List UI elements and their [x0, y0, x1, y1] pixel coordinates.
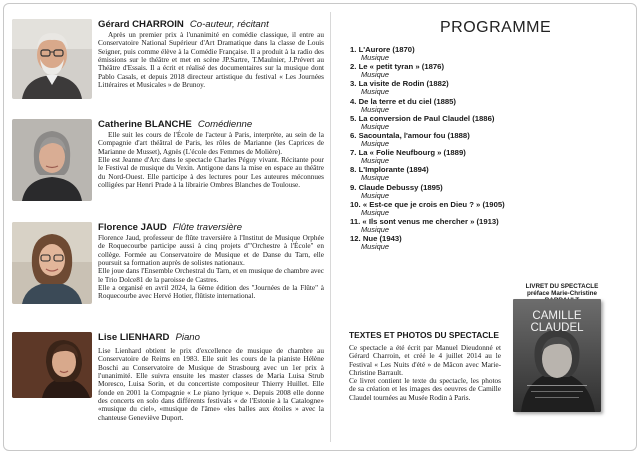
- programme-item: [350, 79, 510, 96]
- bio-name: [98, 332, 200, 343]
- bio-paragraph: Elle a organisé en avril 2024, la 6ème édition des "Journées de la Flûte" à Roquecourbe avec Hervé Hotier, flûtiste international.: [98, 284, 324, 301]
- bio-name: [98, 119, 252, 130]
- bio-name-text: Gérard CHARROIN: [98, 19, 184, 30]
- bio-paragraph: Elle suit les cours de l'École de l'acteur à Paris, interprète, au sein de la Compagnie d'art théâtral de Paris, les rôles de Marianne (les Caprices de Marianne de Musset), Agnès (L'école des Femmes de Molière).: [98, 131, 324, 156]
- portrait-photo-florence-jaud: [12, 222, 92, 304]
- bio-paragraph: Elle est Jeanne d'Arc dans le spectacle Charles Péguy vivant. Récitante pour le Festival de musique du Vexin. Antigone dans la mise en espace au théâtre du Nord-Ouest. Elle participe à des lectures pour Les auteures méconnues colligées par Henri Prade à la librairie Ombres Blanches de Toulouse.: [98, 156, 324, 190]
- programme-item-title: 10. « Est-ce que je crois en Dieu ? » (1905): [350, 199, 505, 209]
- programme-item: [350, 114, 510, 131]
- programme-item-genre: Musique: [361, 138, 389, 148]
- bio-role: Piano: [175, 332, 200, 343]
- bio-paragraph: Elle joue dans l'Ensemble Orchestral du Tarn, et en musique de chambre avec le Trio Dolce81 de la paroisse de Castres.: [98, 267, 324, 284]
- bio-name: [98, 222, 242, 233]
- programme-item-genre: Musique: [361, 104, 389, 114]
- programme-item-genre: Musique: [361, 53, 389, 62]
- booklet-cover-title: CAMILLE: [532, 310, 582, 322]
- bio-role: Comédienne: [197, 119, 253, 130]
- bio-name-text: Florence JAUD: [98, 222, 167, 233]
- bio-text: [98, 347, 324, 422]
- programme-item-title: 8. L'Implorante (1894): [350, 165, 429, 175]
- bio-name: [98, 19, 269, 30]
- programme-item-title: 2. Le « petit tyran » (1876): [350, 62, 445, 72]
- programme-item-title: 3. La visite de Rodin (1882): [350, 79, 449, 89]
- bio-gerard-charroin: [12, 19, 324, 107]
- bio-paragraph: Après un premier prix à l'unanimité en comédie classique, il entre au Conservatoire National Supérieur d'Art Dramatique dans la classe de Louis Seigner, puis comme élève à la Comédie Française. Il a produit à la radio des émissions sur le théâtre et met en scène JP.Sartre, T.Maulnier, J.Prévert au Théâtre d'Essais. Il a écrit et réalisé des documentaires sur la musique dont Pablo Casals, et depuis 2018 directeur artistique du festival « Les Journées Littéraires et Musicales » de Brunoy.: [98, 31, 324, 90]
- column-divider: [330, 12, 331, 442]
- programme-item-genre: Musique: [361, 156, 389, 166]
- bio-paragraph: Lise Lienhard obtient le prix d'excellence de musique de chambre au Conservatoire de Reims en 1983. Elle suit les cours de la pianiste Hélène Boschi au Conservatoire de Musique de Strasbourg avec un 1er prix à l'unanimité. Elle suivra ensuite les master classes de Maria Luisa Strub Moresco, Luisa Sorin, et du concertiste compositeur Thierry Huillet. Elle fonde en 2001 la Compagnie « Le piano lyrique ». Depuis 2008 elle donne des concerts en solo dans différents festivals « de l'Estonie à la Catalogne» «musique du ciel», «musique de l'âme» «les balles aux étoiles » avec la chanteuse Geneviève Duport.: [98, 347, 324, 422]
- programme-item: [350, 45, 510, 62]
- programme-item-genre: Musique: [361, 224, 389, 234]
- bio-text: [98, 31, 324, 89]
- programme-item: [350, 97, 510, 114]
- bio-text: [98, 234, 324, 301]
- texts-section-heading: TEXTES ET PHOTOS DU SPECTACLE: [349, 330, 499, 340]
- bio-name-text: Catherine BLANCHE: [98, 119, 192, 130]
- texts-section-body: [349, 344, 501, 402]
- programme-item-genre: Musique: [361, 207, 389, 217]
- bio-role: Flûte traversière: [172, 222, 243, 233]
- booklet-heading-line: préface Marie-Christine: [527, 290, 597, 298]
- programme-item-genre: Musique: [361, 190, 389, 200]
- portrait-photo-lise-lienhard: [12, 332, 92, 398]
- bio-catherine-blanche: [12, 119, 324, 207]
- programme-item: [350, 148, 510, 165]
- programme-item-title: 4. De la terre et du ciel (1885): [350, 96, 456, 106]
- programme-item-genre: Musique: [361, 121, 389, 131]
- programme-item-genre: Musique: [361, 87, 389, 97]
- booklet-heading-line: LIVRET DU SPECTACLE: [525, 283, 599, 290]
- programme-item: [350, 217, 510, 234]
- programme-item-genre: Musique: [361, 242, 389, 252]
- programme-item-title: 12. Nue (1943): [350, 234, 402, 244]
- bio-name-text: Lise LIENHARD: [98, 332, 170, 343]
- programme-item-title: 6. Sacountala, l'amour fou (1888): [350, 130, 470, 140]
- programme-item-title: 1. L'Aurore (1870): [350, 45, 415, 54]
- programme-item: [350, 200, 510, 217]
- bio-paragraph: Florence Jaud, professeur de flûte traversière à l'Institut de Musique Orphée de Roquecourbe participe aussi à cinq projets d'"Orchestre à l'École" en collège. Formée au Conservatoire de Musique et de Danse du Tarn, elle poursuit sa formation auprès de solistes nationaux.: [98, 234, 324, 268]
- programme-item: [350, 183, 510, 200]
- programme-item-title: 11. « Ils sont venus me chercher » (1913): [350, 216, 499, 226]
- programme-item-title: 7. La « Folie Neufbourg » (1889): [350, 148, 466, 158]
- bio-lise-lienhard: [12, 332, 324, 450]
- booklet-cover-title: CLAUDEL: [530, 322, 584, 334]
- programme-item: [350, 165, 510, 182]
- programme-item: [350, 62, 510, 79]
- programme-list: [350, 45, 510, 251]
- programme-item-genre: Musique: [361, 173, 389, 183]
- programme-item: [350, 234, 510, 251]
- texts-paragraph: Ce spectacle a été écrit par Manuel Dieudonné et Gérard Charroin, et créé le 4 juillet 2014 au le Festival « Les Nuits d'été » de Mâcon avec Marie-Christine Barrault.: [349, 344, 501, 377]
- booklet-cover-image: [513, 299, 601, 412]
- bio-text: [98, 131, 324, 189]
- programme-title: PROGRAMME: [440, 19, 552, 36]
- bio-florence-jaud: [12, 222, 324, 322]
- programme-item-title: 9. Claude Debussy (1895): [350, 182, 443, 192]
- programme-item-genre: Musique: [361, 70, 389, 80]
- bio-role: Co-auteur, récitant: [189, 19, 269, 30]
- portrait-photo-catherine-blanche: [12, 119, 92, 201]
- programme-item: [350, 131, 510, 148]
- portrait-photo-gerard-charroin: [12, 19, 92, 99]
- programme-item-title: 5. La conversion de Paul Claudel (1886): [350, 113, 495, 123]
- texts-paragraph: Ce livret contient le texte du spectacle, les photos de sa création et les images des oeuvres de Camille Claudel tournées au Musée Rodin à Paris.: [349, 377, 501, 402]
